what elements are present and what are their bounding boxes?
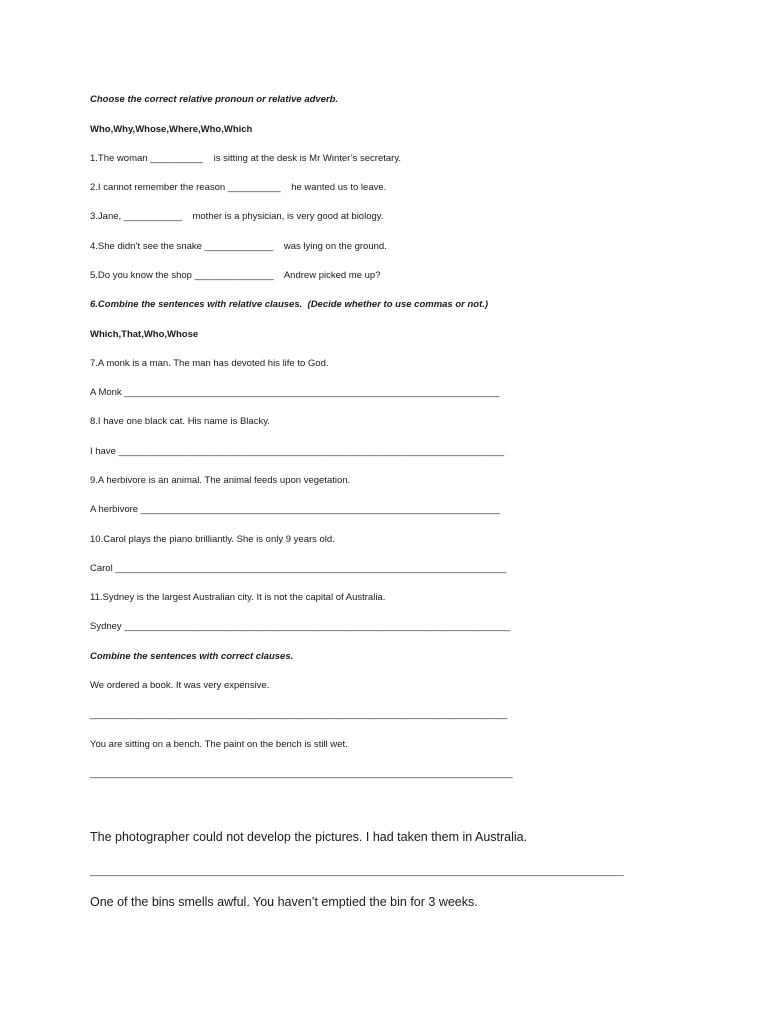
answer-10: Carol __________________________________________________________________________ (90, 563, 507, 574)
combine-line-2: ________________________________________________________________________________ (90, 768, 513, 779)
combine-sentence-1: We ordered a book. It was very expensive. (90, 680, 270, 691)
answer-8: I have _________________________________________________________________________ (90, 446, 505, 457)
question-8: 8.I have one black cat. His name is Blacky. (90, 416, 270, 427)
combine-sentence-3: The photographer could not develop the pictures. I had taken them in Australia. (90, 830, 528, 844)
question-11: 11.Sydney is the largest Australian city. It is not the capital of Australia. (90, 592, 386, 603)
question-7: 7.A monk is a man. The man has devoted his life to God. (90, 358, 329, 369)
answer-11: Sydney _________________________________________________________________________ (90, 621, 511, 632)
answer-9: A herbivore ____________________________________________________________________ (90, 504, 500, 515)
word-bank-1: Who,Why,Whose,Where,Who,Which (90, 124, 253, 135)
combine-line-3: _____________________________________________________________________________________________________ (90, 866, 624, 877)
question-2: 2.I cannot remember the reason __________ he wanted us to leave. (90, 182, 387, 193)
word-bank-2: Which,That,Who,Whose (90, 329, 199, 340)
section-6-instruction: 6.Combine the sentences with relative clauses. (Decide whether to use commas or not.) (90, 299, 489, 310)
instruction-title: Choose the correct relative pronoun or relative adverb. (90, 94, 339, 105)
combine-instruction: Combine the sentences with correct clauses. (90, 651, 294, 662)
answer-7: A Monk _______________________________________________________________________ (90, 387, 500, 398)
question-5: 5.Do you know the shop _______________ Andrew picked me up? (90, 270, 381, 281)
combine-sentence-4: One of the bins smells awful. You haven’t emptied the bin for 3 weeks. (90, 895, 478, 909)
combine-line-1: _______________________________________________________________________________ (90, 709, 508, 720)
question-10: 10.Carol plays the piano brilliantly. She is only 9 years old. (90, 534, 335, 545)
combine-sentence-2: You are sitting on a bench. The paint on the bench is still wet. (90, 739, 348, 750)
question-9: 9.A herbivore is an animal. The animal feeds upon vegetation. (90, 475, 351, 486)
question-4: 4.She didn’t see the snake _____________ was lying on the ground. (90, 241, 387, 252)
question-3: 3.Jane, ___________ mother is a physician, is very good at biology. (90, 211, 384, 222)
question-1: 1.The woman __________ is sitting at the desk is Mr Winter’s secretary. (90, 153, 402, 164)
